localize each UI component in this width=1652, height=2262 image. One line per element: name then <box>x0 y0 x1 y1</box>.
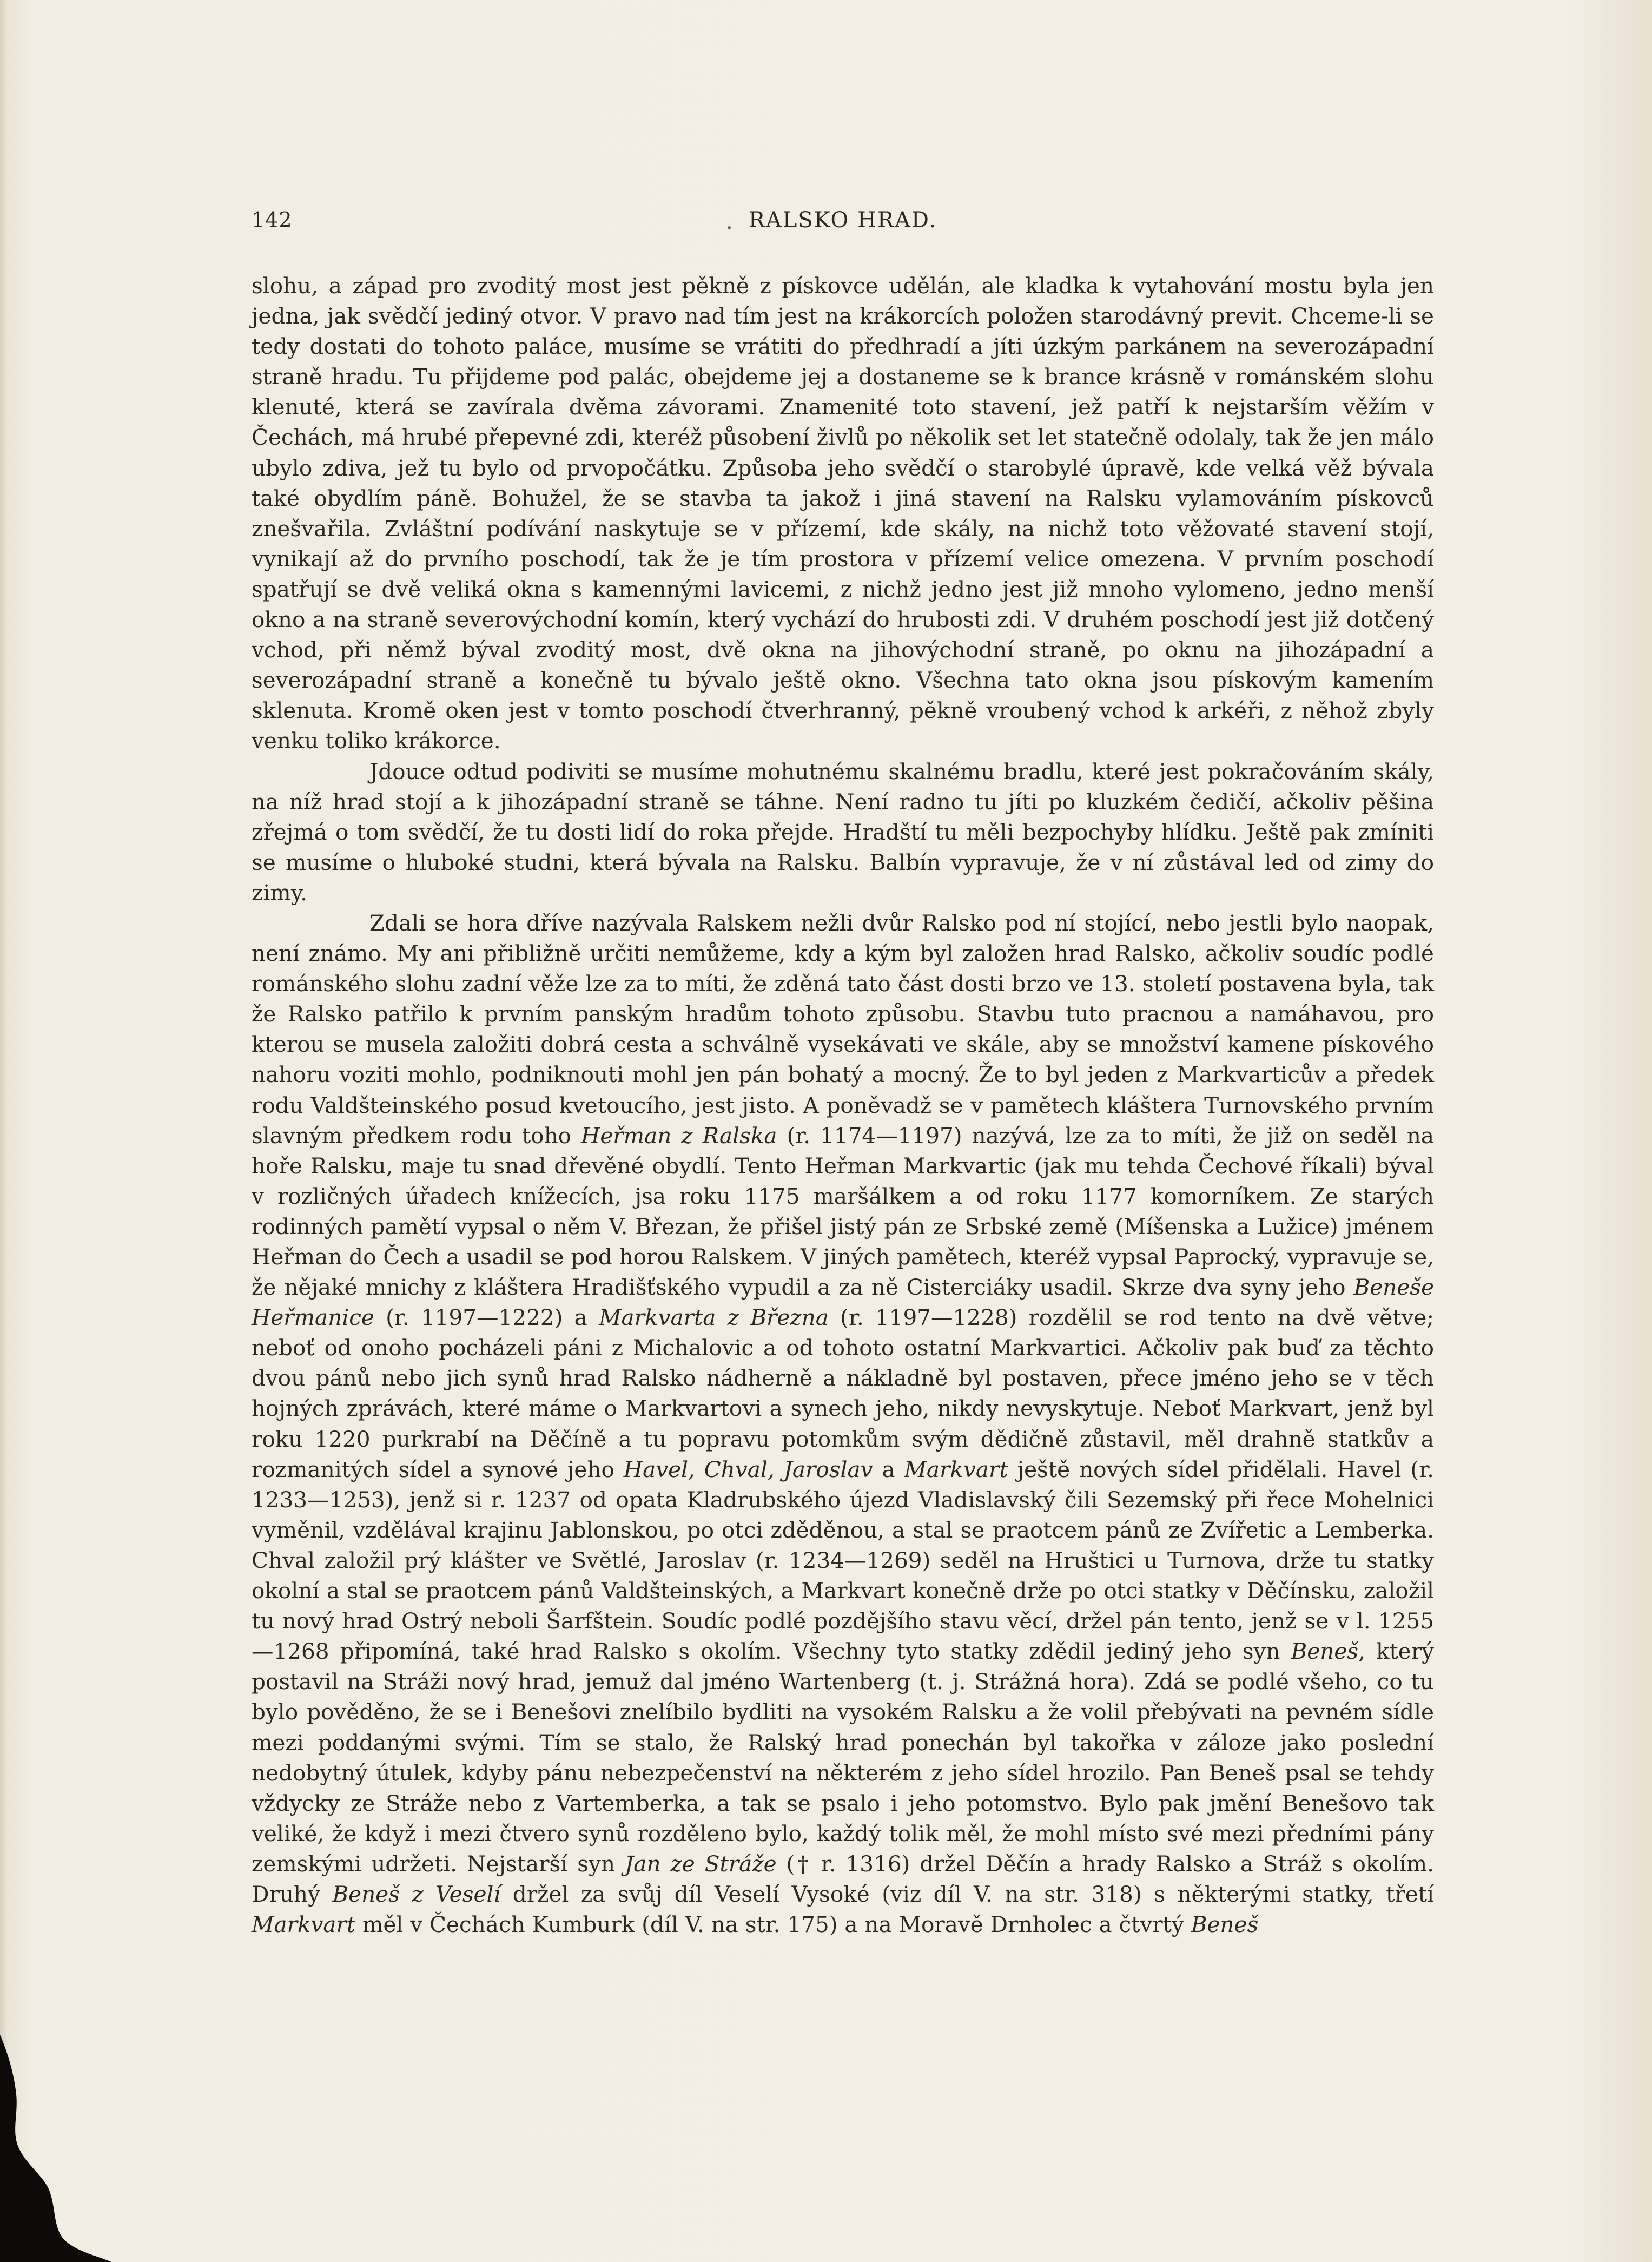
italic-name: Jan ze Stráže <box>624 1850 777 1877</box>
text-run: slohu, a západ pro zvoditý most jest pěkně z pískovce udělán, ale kladka k vytahování mostu byla jen jedna, jak svědčí jediný otvor. V pravo nad tím jest na krákorcích položen starodávný previt. Chceme-li se tedy dostati do tohoto paláce, musíme se vrátiti do předhradí a jíti úzkým parkánem na severozápadní straně hradu. Tu přijdeme pod palác, obejdeme jej a dostaneme se k brance krásně v románském slohu klenuté, která se zavírala dvěma závorami. Znamenité toto stavení, jež patří k nejstarším věžím v Čechách, má hrubé přepevné zdi, kteréž působení živlů po několik set let statečně odolaly, tak že jen málo ubylo zdiva, jež tu bylo od prvopočátku. Způsoba jeho svědčí o starobylé úpravě, kde velká věž bývala také obydlím páně. Bohužel, že se stavba ta jakož i jiná stavení na Ralsku vylamováním pískovců znešvařila. Zvláštní podívání naskytuje se v přízemí, kde skály, na nichž toto věžovaté stavení stojí, vynikají až do prvního poschodí, tak že je tím prostora v přízemí velice omezena. V prvním poschodí spatřují se dvě veliká okna s kamennými lavicemi, z nichž jedno jest již mnoho vylomeno, jedno menší okno a na straně severovýchodní komín, který vychází do hrubosti zdi. V druhém poschodí jest již dotčený vchod, při němž býval zvoditý most, dvě okna na jihovýchodní straně, po oknu na jihozápadní a severozápadní straně a konečně tu bývalo ještě okno. Všechna tato okna jsou pískovým kamením sklenuta. Kromě oken jest v tomto poschodí čtverhranný, pěkně vroubený vchod k arkéři, z něhož zbyly venku toliko krákorce. <box>252 273 1434 754</box>
text-run: , který postavil na Stráži nový hrad, jemuž dal jméno Wartenberg (t. j. Strážná hora). Zdá se podlé všeho, co tu bylo pověděno, že se i Benešovi znelíbilo bydliti na vysokém Ralsku a že volil přebývati na pevném sídle mezi poddanými svými. Tím se stalo, že Ralský hrad ponechán byl takořka v záloze jako poslední nedobytný útulek, kdyby pánu nebezpečenství na některém z jeho sídel hrozilo. Pan Beneš psal se tehdy vždycky ze Stráže nebo z Vartemberka, a tak se psalo i jeho potomstvo. Bylo pak jmění Benešovo tak veliké, že když i mezi čtvero synů rozděleno bylo, každý tolik měl, že mohl místo své mezi předními pány zemskými udržeti. Nejstarší syn <box>252 1638 1435 1877</box>
paragraph <box>252 908 1434 1940</box>
italic-name: Markvarta z Března <box>599 1304 829 1331</box>
running-title: RALSKO HRAD. <box>748 208 937 233</box>
text-run: (r. 1174—1197) nazývá, lze za to míti, že již on seděl na hoře Ralsku, maje tu snad dřevěné obydlí. Tento Heřman Markvartic (jak mu tehda Čechové říkali) býval v rozličných úřadech knížecích, jsa roku 1175 maršálkem a od roku 1177 komorníkem. Ze starých rodinných pamětí vypsal o něm V. Březan, že přišel jistý pán ze Srbské země (Míšenska a Lužice) jménem Heřman do Čech a usadil se pod horou Ralskem. V jiných pamětech, kteréž vypsal Paprocký, vypravuje se, že nějaké mnichy z kláštera Hradišťského vypudil a za ně Cisterciáky usadil. Skrze dva syny jeho <box>252 1122 1434 1301</box>
text-run: Zdali se hora dříve nazývala Ralskem nežli dvůr Ralsko pod ní stojící, nebo jestli bylo naopak, není známo. My ani přibližně určiti nemůžeme, kdy a kým byl založen hrad Ralsko, ačkoliv soudíc podlé románského slohu zadní věže lze za to míti, že zděná tato část dosti brzo ve 13. století postavena byla, tak že Ralsko patřilo k prvním panským hradům tohoto způsobu. Stavbu tuto pracnou a namáhavou, pro kterou se musela založiti dobrá cesta a schválně vysekávati ve skále, aby se množství kamene pískového nahoru voziti mohlo, podniknouti mohl jen pán bohatý a mocný. Že to byl jeden z Markvarticův a předek rodu Valdšteinského posud kvetoucího, jest jisto. A poněvadž se v pamětech kláštera Turnovského prvním slavným předkem rodu toho <box>252 909 1434 1149</box>
text-run: (r. 1197—1228) rozdělil se rod tento na dvě větve; neboť od onoho pocházeli páni z Michalovic a od tohoto ostatní Markvartici. Ačkoliv pak buď za těchto dvou pánů nebo jich synů hrad Ralsko nádherně a nákladně byl postaven, přece jméno jeho se v těch hojných zprávách, které máme o Markvartovi a synech jeho, nikdy nevyskytuje. Neboť Markvart, jenž byl roku 1220 purkrabí na Děčíně a tu popravu potomkům svým dědičně zůstavil, měl drahně statkův a rozmanitých sídel a synové jeho <box>252 1304 1435 1482</box>
text-run: (r. 1197—1222) a <box>374 1304 599 1331</box>
paragraph <box>252 756 1434 908</box>
text-run: Jdouce odtud podiviti se musíme mohutnému skalnému bradlu, které jest pokračováním skály, na níž hrad stojí a k jihozápadní straně se táhne. Není radno tu jíti po kluzkém čedičí, ačkoliv pěšina zřejmá o tom svědčí, že tu dosti lidí do roka přejde. Hradští tu měli bezpochyby hlídku. Ještě pak zmíniti se musíme o hluboké studni, která bývala na Ralsku. Balbín vypravuje, že v ní zůstával led od zimy do zimy. <box>252 758 1434 906</box>
body-text <box>252 271 1434 1940</box>
italic-name: Beneše Heřmanice <box>252 1274 1434 1331</box>
running-head <box>252 208 1434 240</box>
page-number: 142 <box>252 208 293 232</box>
text-run: († r. 1316) držel Děčín a hrady Ralsko a Stráž s okolím. Druhý <box>252 1850 1434 1907</box>
text-run: měl v Čechách Kumburk (díl V. na str. 175) a na Moravě Drnholec a čtvrtý <box>355 1911 1191 1938</box>
spine-shadow <box>0 0 8 2262</box>
italic-name: Markvart <box>252 1911 356 1938</box>
text-run: a <box>873 1456 904 1482</box>
text-run: držel za svůj díl Veselí Vysoké (viz díl V. na str. 318) s některými statky, třetí <box>500 1881 1434 1907</box>
italic-name: Beneš z Veselí <box>332 1881 501 1907</box>
italic-name: Heřman z Ralska <box>581 1122 777 1149</box>
printer-mark <box>728 226 731 229</box>
italic-name: Beneš <box>1291 1638 1359 1665</box>
paragraph <box>252 271 1434 756</box>
italic-name: Beneš <box>1191 1911 1259 1938</box>
text-run: ještě nových sídel přidělali. Havel (r. 1233—1253), jenž si r. 1237 od opata Kladrubského újezd Vladislavský čili Sezemský při řece Mohelnici vyměnil, vzdělával krajinu Jablonskou, po otci zděděnou, a stal se praotcem pánů ze Zvířetic a Lemberka. Chval založil prý klášter ve Světlé, Jaroslav (r. 1234—1269) seděl na Hruštici u Turnova, drže tu statky okolní a stal se praotcem pánů Valdšteinských, a Markvart konečně drže po otci statky v Děčínsku, založil tu nový hrad Ostrý neboli Šarfštein. Soudíc podlé pozdějšího stavu věcí, držel pán tento, jenž se v l. 1255—1268 připomíná, také hrad Ralsko s okolím. Všechny tyto statky zdědil jediný jeho syn <box>252 1456 1434 1665</box>
torn-corner <box>0 2002 141 2262</box>
italic-name: Markvart <box>904 1456 1008 1482</box>
italic-name: Havel, Chval, Jaroslav <box>623 1456 873 1482</box>
